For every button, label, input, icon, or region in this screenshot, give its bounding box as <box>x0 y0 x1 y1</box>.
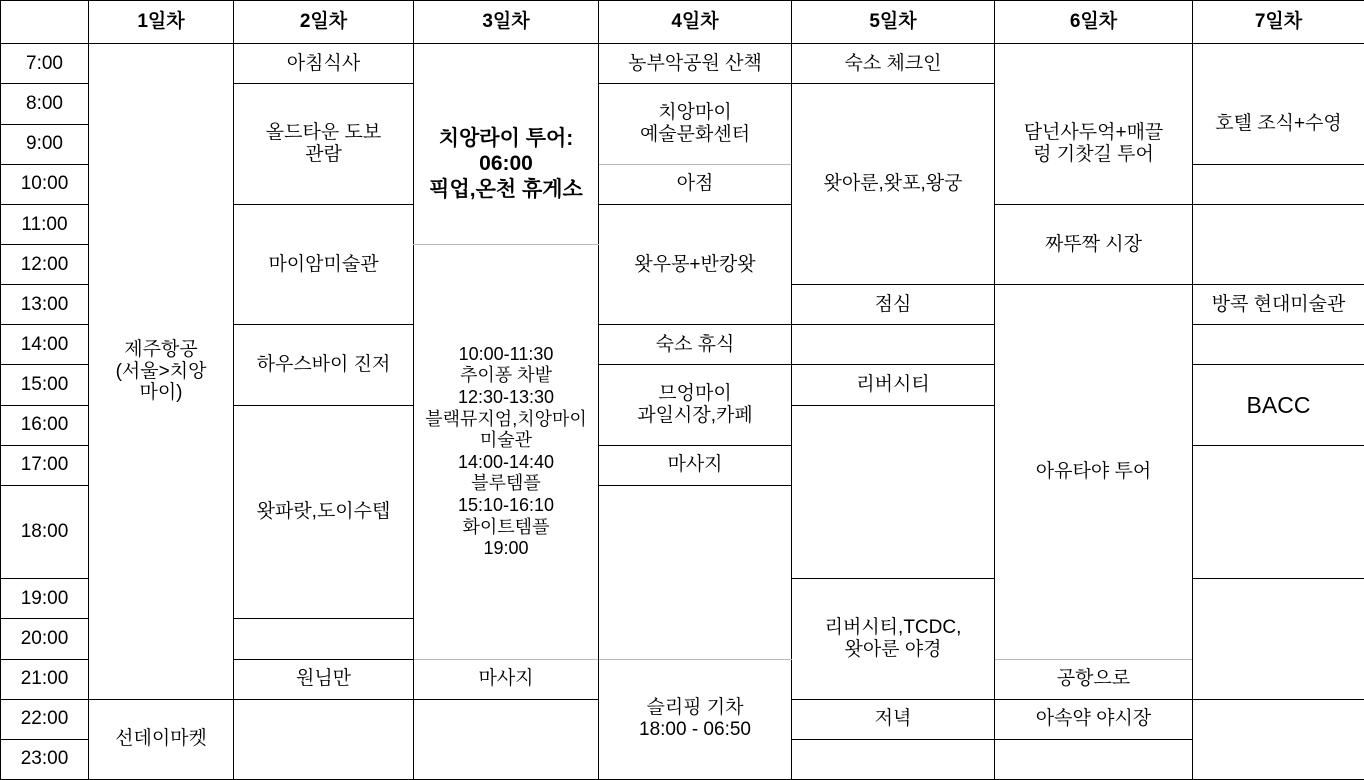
cell-day4-massage: 마사지 <box>599 445 792 485</box>
cell-day7-blank-top <box>1193 44 1364 84</box>
cell-day3-itinerary <box>414 245 599 659</box>
day-header-6: 6일차 <box>995 1 1193 44</box>
time-label-19: 19:00 <box>1 579 89 619</box>
cell-day7-airport: 공항으로 <box>995 659 1193 699</box>
day3-l8: 15:10-16:10 <box>457 494 555 515</box>
day6-tour-line1: 담넌사두억+매끌 <box>1023 122 1164 144</box>
day2-oldtown-line1: 올드타운 도보 <box>265 122 382 144</box>
time-label-20: 20:00 <box>1 619 89 659</box>
day6-tour-line2: 렁 기찻길 투어 <box>1033 143 1154 165</box>
time-label-10: 10:00 <box>1 164 89 204</box>
day3-l5: 미술관 <box>479 430 533 451</box>
cell-day4-brunch: 아점 <box>599 164 792 204</box>
cell-day6-asok: 아속약 야시장 <box>995 699 1193 739</box>
cell-day2-blank-22 <box>234 699 414 779</box>
time-label-13: 13:00 <box>1 285 89 325</box>
time-label-23: 23:00 <box>1 739 89 779</box>
day5-night-line2: 왓아룬 야경 <box>844 638 942 660</box>
day5-night-line1: 리버시티,TCDC, <box>824 617 962 639</box>
day3-l4: 블랙뮤지엄,치앙마이 <box>425 408 587 429</box>
day1-line3: 마이) <box>139 382 183 404</box>
cell-day1-sundaymarket: 선데이마켓 <box>89 699 234 779</box>
day3-l6: 14:00-14:40 <box>457 451 555 472</box>
cell-day2-maiiam: 마이암미술관 <box>234 204 414 324</box>
cell-day4-blank-18 <box>599 485 792 659</box>
cell-day7-bacc: BACC <box>1193 365 1364 445</box>
cell-day4-fruitmarket <box>599 365 792 445</box>
time-label-22: 22:00 <box>1 699 89 739</box>
day3-l10: 19:00 <box>483 538 529 559</box>
cell-day5-checkin: 숙소 체크인 <box>792 44 995 84</box>
cell-day4-watumong: 왓우몽+반캉왓 <box>599 204 792 324</box>
cell-day7-blank-19 <box>1193 579 1364 699</box>
cell-day5-lunch: 점심 <box>792 285 995 325</box>
cell-day5-rest: 숙소 휴식 <box>599 325 792 365</box>
day3-l9: 화이트템플 <box>462 516 550 537</box>
cell-day6-ayutthaya: 아유타야 투어 <box>995 285 1193 659</box>
day3-l2: 추이퐁 차밭 <box>460 365 552 386</box>
cell-day7-blank-14 <box>792 325 995 365</box>
cell-day6-blank-top <box>995 44 1193 84</box>
time-label-11: 11:00 <box>1 204 89 244</box>
day-header-5: 5일차 <box>792 1 995 44</box>
cell-day5-blank-16 <box>792 405 995 579</box>
cell-day2-breakfast: 아침식사 <box>234 44 414 84</box>
cell-day5-temples: 왓아룬,왓포,왕궁 <box>792 84 995 285</box>
cell-day4-sleepertrain <box>599 659 792 780</box>
time-label-9: 9:00 <box>1 124 89 164</box>
day3-tour-pickup: 픽업,온천 휴게소 <box>429 177 583 201</box>
day3-l1: 10:00-11:30 <box>458 343 554 364</box>
day4-train-line2: 18:00 - 06:50 <box>639 719 751 741</box>
day4-train-line1: 슬리핑 기차 <box>646 697 744 719</box>
day2-oldtown-line2: 관람 <box>305 144 342 166</box>
time-label-17: 17:00 <box>1 445 89 485</box>
cell-day5-nightview <box>792 579 995 699</box>
cell-day3-tour-header <box>414 84 599 245</box>
table-header-row <box>1 1 1364 44</box>
day4-center-line1: 치앙마이 <box>658 102 732 124</box>
time-label-14: 14:00 <box>1 325 89 365</box>
day4-center-line2: 예술문화센터 <box>639 124 751 146</box>
corner-cell <box>1 1 89 44</box>
cell-day3-blank-22 <box>414 699 599 779</box>
cell-day5-blank-23 <box>995 739 1193 779</box>
day1-line1: 제주항공 <box>124 338 198 360</box>
day-header-4: 4일차 <box>599 1 792 44</box>
cell-day2-watphrathat: 왓파랏,도이수텝 <box>234 405 414 619</box>
time-label-15: 15:00 <box>1 365 89 405</box>
table-row <box>1 44 1364 84</box>
cell-day7-bangkok-museum: 방콕 현대미술관 <box>1193 285 1364 325</box>
day3-l3: 12:30-13:30 <box>457 386 555 407</box>
time-label-7: 7:00 <box>1 44 89 84</box>
time-label-12: 12:00 <box>1 245 89 285</box>
day1-line2: (서울>치앙 <box>115 360 207 382</box>
cell-day2-oldtown <box>234 84 414 204</box>
cell-day2-housebyginger: 하우스바이 진저 <box>234 325 414 405</box>
day-header-2: 2일차 <box>234 1 414 44</box>
day-header-7: 7일차 <box>1193 1 1364 44</box>
cell-day5-rivercity: 리버시티 <box>792 365 995 405</box>
cell-day4-artcenter <box>599 84 792 164</box>
time-label-8: 8:00 <box>1 84 89 124</box>
cell-day7-breakfast: 호텔 조식+수영 <box>1193 84 1364 164</box>
day3-tour-title: 치앙라이 투어: <box>438 127 574 151</box>
cell-day4-blank-23 <box>792 739 995 779</box>
time-label-18: 18:00 <box>1 485 89 578</box>
day3-tour-time: 06:00 <box>479 152 533 176</box>
cell-day4-park: 농부악공원 산책 <box>599 44 792 84</box>
cell-day7-chatuchak: 짜뚜짝 시장 <box>995 204 1193 284</box>
cell-day2-nimman: 원님만 <box>234 659 414 699</box>
cell-day5-dinner: 저녁 <box>792 699 995 739</box>
cell-day6-damnoen <box>995 84 1193 204</box>
time-label-21: 21:00 <box>1 659 89 699</box>
day3-l7: 블루템플 <box>471 473 541 494</box>
cell-day7-blank-10 <box>1193 164 1364 204</box>
day-header-1: 1일차 <box>89 1 234 44</box>
time-label-16: 16:00 <box>1 405 89 445</box>
day-header-3: 3일차 <box>414 1 599 44</box>
day4-market-line2: 과일시장,카페 <box>637 405 753 427</box>
cell-day3-massage: 마사지 <box>414 659 599 699</box>
day4-market-line1: 므엉마이 <box>658 383 732 405</box>
cell-day7-blank-17 <box>1193 445 1364 579</box>
cell-day1-flight <box>89 44 234 699</box>
cell-day7-blank-22 <box>1193 699 1364 779</box>
cell-day3-spacer-top <box>414 44 599 84</box>
